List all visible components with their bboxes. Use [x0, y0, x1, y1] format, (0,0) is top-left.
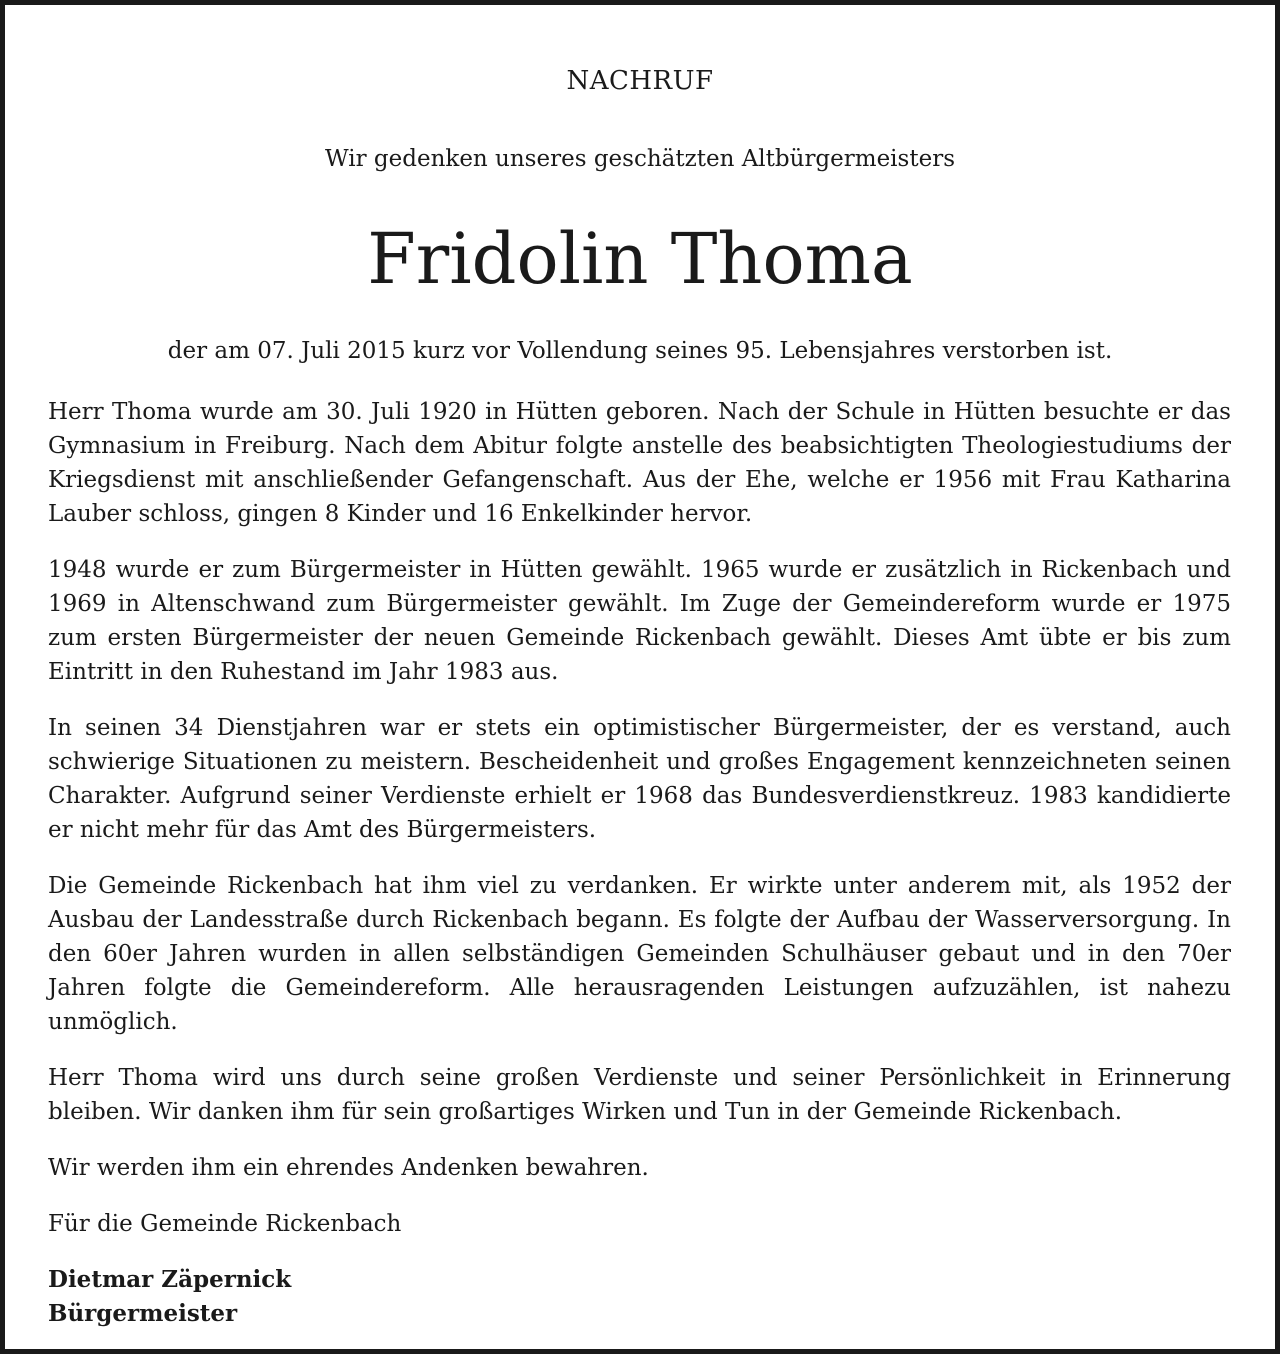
signatory-name: Dietmar Zäpernick	[48, 1266, 292, 1293]
paragraph-service: In seinen 34 Dienstjahren war er stets ein optimistischer Bürgermeister, der es verstand, auch schwierige Situationen zu meistern. Bescheidenheit und großes Engagement kennzeichneten seinen Charakter. Aufgrund seiner Verdienste erhielt er 1968 das Bundesverdienstkreuz. 1983 kandidierte er nicht mehr für das Amt des Bürgermeisters.	[48, 715, 1231, 843]
notice-label: NACHRUF	[566, 66, 714, 96]
paragraph-on-behalf: Für die Gemeinde Rickenbach	[48, 1211, 402, 1237]
notice-body	[48, 395, 1231, 1331]
paragraph-achievements: Die Gemeinde Rickenbach hat ihm viel zu verdanken. Er wirkte unter anderem mit, als 1952 der Ausbau der Landesstraße durch Rickenbach begann. Es folgte der Aufbau der Wasserversorgung. In den 60er Jahren wurden in allen selbständigen Gemeinden Schulhäuser gebaut und in den 70er Jahren folgte die Gemeindereform. Alle herausragenden Leistungen aufzuzählen, ist nahezu unmöglich.	[48, 873, 1231, 1035]
paragraph-biography: Herr Thoma wurde am 30. Juli 1920 in Hütten geboren. Nach der Schule in Hütten besuchte er das Gymnasium in Freiburg. Nach dem Abitur folgte anstelle des beabsichtigten Theologiestudiums der Kriegsdienst mit anschließender Gefangenschaft. Aus der Ehe, welche er 1956 mit Frau Katharina Lauber schloss, gingen 8 Kinder und 16 Enkelkinder hervor.	[48, 399, 1231, 527]
death-date-line: der am 07. Juli 2015 kurz vor Vollendung seines 95. Lebensjahres verstorben ist.	[167, 338, 1113, 364]
paragraph-remembrance: Herr Thoma wird uns durch seine großen Verdienste und seiner Persönlichkeit in Erinnerung bleiben. Wir danken ihm für sein großartiges Wirken und Tun in der Gemeinde Rickenbach.	[48, 1065, 1231, 1125]
signatory-title: Bürgermeister	[48, 1300, 238, 1327]
intro-line: Wir gedenken unseres geschätzten Altbürgermeisters	[325, 146, 955, 172]
paragraph-career: 1948 wurde er zum Bürgermeister in Hütten gewählt. 1965 wurde er zusätzlich in Rickenbach und 1969 in Altenschwand zum Bürgermeister gewählt. Im Zuge der Gemeindereform wurde er 1975 zum ersten Bürgermeister der neuen Gemeinde Rickenbach gewählt. Dieses Amt übte er bis zum Eintritt in den Ruhestand im Jahr 1983 aus.	[48, 557, 1231, 685]
paragraph-closing: Wir werden ihm ein ehrendes Andenken bewahren.	[48, 1155, 649, 1181]
signature-block	[48, 1263, 1231, 1331]
deceased-name: Fridolin Thoma	[367, 218, 913, 300]
